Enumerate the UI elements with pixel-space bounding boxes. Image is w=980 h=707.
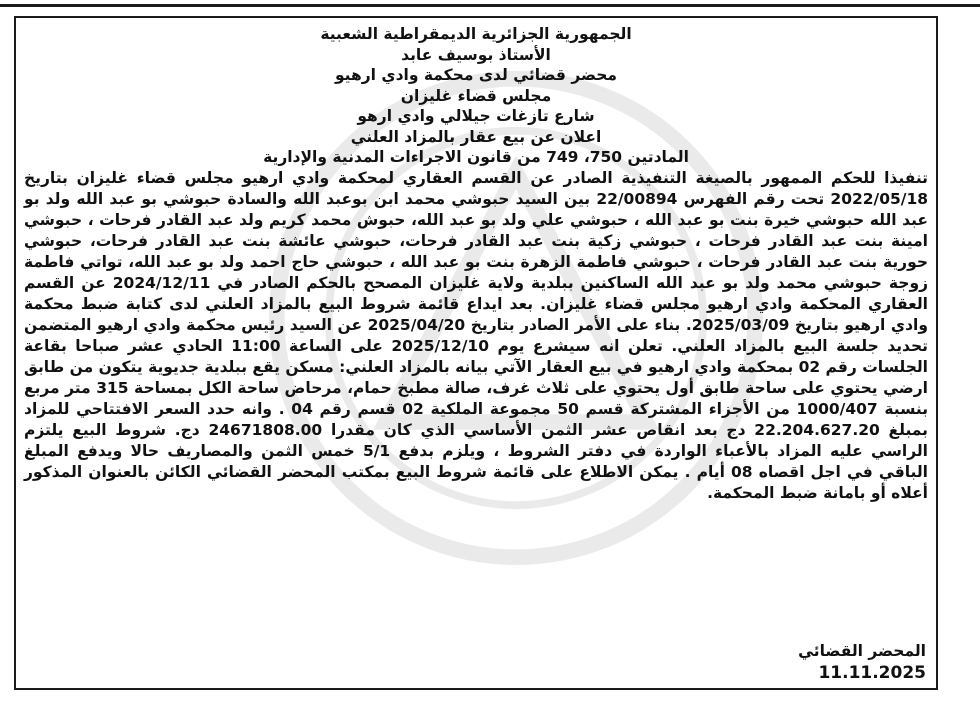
signature-date: 11.11.2025 — [818, 663, 926, 683]
header-judicial-council: مجلس قضاء غليزان — [400, 86, 552, 105]
notice-body: تنفيذا للحكم الممهور بالصيغة التنفيذية الصادر عن القسم العقاري لمحكمة وادي ارهيو مجلس قضاء غليزان بتاريخ 2022/05/18 تحت رقم الفهرس 22/00894 بين السيد حبوشي محمد ابن بوعبد الله والسادة حبوشي بو عبد الله ولد بو عبد الله حبوشي خيرة بنت بو عبد الله ، حبوشي علي ولد بو عبد الله، حبوش محمد كريم ولد عبد القادر فرحات ، حبوشي امينة بنت عبد القادر فرحات ، حبوشي زكية بنت عبد القادر فرحات، حبوشي عائشة بنت عبد القادر فرحات، حبوشي حورية بنت عبد القادر فرحات ، حبوشي فاطمة الزهرة بنت بو عبد الله ، حبوشي حاج احمد ولد بو عبد الله، تواتي فاطمة زوجة حبوشي محمد ولد بو عبد الله الساكنين ببلدية ولاية غليزان المصحح بالحكم الصادر في 2024/12/11 عن القسم العقاري المحكمة وادي ارهيو مجلس قضاء غليزان. بعد ايداع قائمة شروط البيع بالمزاد العلني لدى كتابة ضبط محكمة وادي ارهيو بتاريخ 2025/03/09. بناء على الأمر الصادر بتاريخ 2025/04/20 عن السيد رئيس محكمة وادي ارهيو المتضمن تحديد جلسة البيع بالمزاد العلني. تعلن انه سيشرع يوم 2025/12/10 على الساعة 11:00 الحادي عشر صباحا بقاعة الجلسات رقم 02 بمحكمة وادي ارهيو في بيع العقار الآتي بيانه بالمزاد العلني: مسكن يقع ببلدية جديوية يتكون من طابق ارضي يحتوي على ساحة طابق أول يحتوي على ثلاث غرف، صالة مطبخ حمام، مرحاض ساحة الكل بمساحة 315 متر مربع بنسبة 1000/407 من الأجزاء المشتركة قسم 50 مجموعة الملكية 02 قسم رقم 04 . وانه حدد السعر الافتتاحي للمزاد بمبلغ 22.204.627.20 دج بعد انقاص عشر الثمن الأساسي الذي كان مقدرا 24671808.00 دج. شروط البيع يلتزم الراسي عليه المزاد بالأعباء الواردة في دفتر الشروط ، ويلزم بدفع 5/1 خمس الثمن والمصاريف حالا ويدفع المبلغ الباقي في اجل اقصاه 08 أيام . يمكن الاطلاع على قائمة شروط البيع بمكتب المحضر القضائي الكائن بالعنوان المذكور أعلاه أو بامانة ضبط المحكمة. — [24, 168, 929, 502]
header-republic: الجمهورية الجزائرية الديمقراطية الشعبية — [320, 25, 632, 43]
signature-block — [798, 640, 926, 684]
header-legal-articles: المادتين 750، 749 من قانون الاجراءات المدنية والإدارية — [263, 148, 689, 166]
notice-content — [24, 24, 928, 504]
notice-title: اعلان عن بيع عقار بالمزاد العلني — [350, 127, 602, 146]
notice-header — [24, 24, 928, 168]
header-bailiff-name: الأستاذ بوسيف عابد — [401, 45, 551, 64]
signature-title: المحضر القضائي — [798, 642, 926, 660]
top-rule — [0, 4, 980, 7]
legal-notice-frame — [14, 16, 938, 690]
header-bailiff-court: محضر قضائي لدى محكمة وادي ارهيو — [334, 66, 618, 84]
header-address: شارع تازغات جيلالي وادي ارهو — [357, 107, 595, 125]
